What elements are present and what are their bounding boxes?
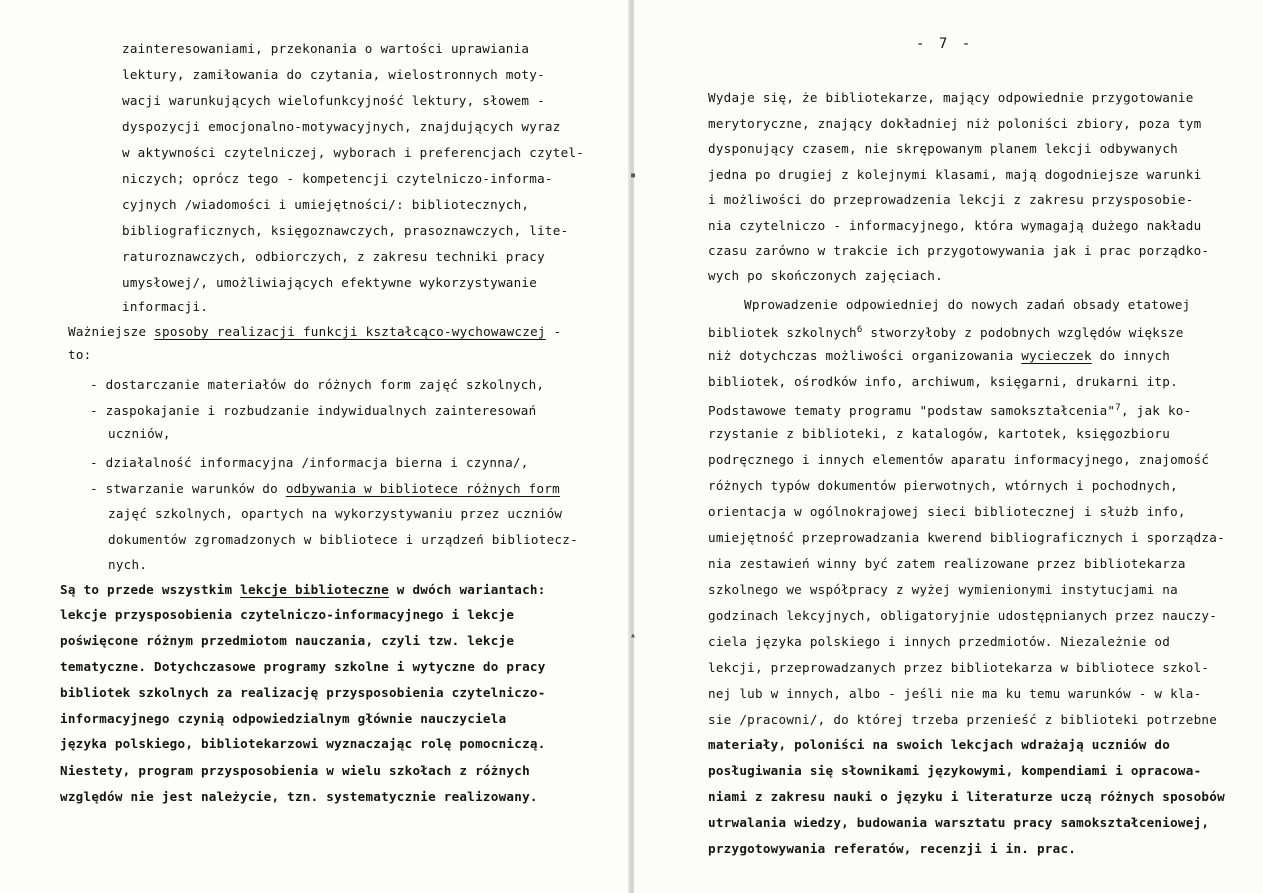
text-line: cyjnych /wiadomości i umiejętności/: bibliotecznych, [122, 197, 530, 212]
text-line: w aktywności czytelniczej, wyborach i preferencjach czytel- [122, 145, 585, 160]
text-line: względów nie jest należycie, tzn. systematycznie realizowany. [60, 789, 538, 804]
text-line: - działalność informacyjna /informacja bierna i czynna/, [90, 455, 529, 470]
text-line: bibliotek szkolnych za realizację przysposobienia czytelniczo- [60, 685, 546, 700]
text-line: informacyjnego czynią odpowiedzialnym głównie nauczyciela [60, 711, 507, 726]
text-line: Niestety, program przysposobienia w wielu szkołach z różnych [60, 763, 530, 778]
line-segment: stworzyłoby z podobnych względów większe [862, 325, 1184, 341]
line-segment: Ważniejsze [68, 324, 155, 339]
line-segment: Są to przede wszystkim [60, 582, 241, 597]
text-line: - dostarczanie materiałów do różnych form zajęć szkolnych, [90, 377, 545, 392]
text-line: dyspozycji emocjonalno-motywacyjnych, znajdujących wyraz [122, 119, 561, 134]
text-line: umiejętność przeprowadzania kwerend bibliograficznych i sporządza- [708, 530, 1225, 545]
text-line: nej lub w innych, albo - jeśli nie ma ku temu warunków - w kla- [708, 686, 1202, 701]
text-line: dokumentów zgromadzonych w bibliotece i urządzeń bibliotecz- [108, 532, 578, 547]
text-line: nia zestawień winny być zatem realizowane przez bibliotekarza [708, 556, 1186, 571]
text-line [708, 400, 1191, 419]
line-segment: Podstawowe tematy programu "podstaw samokształcenia" [708, 403, 1116, 419]
text-line: zajęć szkolnych, opartych na wykorzystywaniu przez uczniów [108, 506, 563, 521]
text-line: - zaspokajanie i rozbudzanie indywidualnych zainteresowań [90, 403, 537, 418]
text-line [708, 322, 1184, 341]
line-segment: - [545, 324, 562, 339]
scan-mark: ▪ [630, 170, 637, 181]
right-page [634, 0, 1263, 893]
line-segment: do innych [1091, 348, 1171, 363]
text-line: wych po skończonych zajęciach. [708, 268, 943, 283]
text-line: niczych; oprócz tego - kompetencji czytelniczo-informa- [122, 171, 553, 186]
text-line: uczniów, [108, 426, 171, 441]
text-line: utrwalania wiedzy, budowania warsztatu pracy samokształceniowej, [708, 815, 1210, 830]
text-line: szkolnego we współpracy z wyżej wymienionymi instytucjami na [708, 582, 1178, 597]
text-line [68, 324, 561, 340]
text-line: zainteresowaniami, przekonania o wartości uprawiania [122, 41, 530, 56]
text-line: Wprowadzenie odpowiedniej do nowych zadań obsady etatowej [744, 297, 1191, 312]
text-line [90, 481, 560, 497]
text-line: tematyczne. Dotychczasowe programy szkolne i wytyczne do pracy [60, 659, 546, 674]
footnote-ref: 6 [856, 325, 863, 335]
text-line: sie /pracowni/, do której trzeba przenieść z biblioteki potrzebne [708, 712, 1218, 727]
text-line: nia czytelniczo - informacyjnego, która wymagają dużego nakładu [708, 218, 1202, 233]
line-segment: niż dotychczas możliwości organizowania [708, 348, 1022, 363]
text-line [60, 582, 546, 598]
text-line: różnych typów dokumentów pierwotnych, wtórnych i pochodnych, [708, 478, 1178, 493]
text-line: Wydaje się, że bibliotekarze, mający odpowiednie przygotowanie [708, 90, 1194, 105]
text-line: bibliotek, ośrodków info, archiwum, księgarni, drukarni itp. [708, 374, 1178, 389]
text-line: i możliwości do przeprowadzenia lekcji z zakresu przysposobie- [708, 192, 1194, 207]
text-line: to: [68, 347, 92, 362]
line-segment: bibliotek szkolnych [708, 325, 857, 341]
text-line: ciela języka polskiego i innych przedmiotów. Niezależnie od [708, 634, 1171, 649]
page-number: - 7 - [916, 36, 974, 52]
underlined-phrase: odbywania w bibliotece różnych form [285, 481, 560, 496]
text-line: podręcznego i innych elementów aparatu informacyjnego, znajomość [708, 452, 1210, 467]
text-line: poświęcone różnym przedmiotom nauczania, czyli tzw. lekcje [60, 633, 515, 648]
text-line: języka polskiego, bibliotekarzowi wyznaczając rolę pomocniczą. [60, 736, 546, 751]
text-line: niami z zakresu nauki o języku i literaturze uczą różnych sposobów [708, 789, 1225, 804]
scan-mark: ▴ [630, 630, 637, 641]
text-line: bibliograficznych, księgoznawczych, prasoznawczych, lite- [122, 223, 569, 238]
text-line: nych. [108, 557, 148, 572]
text-line: godzinach lekcyjnych, obligatoryjnie udostępnianych przez nauczy- [708, 608, 1218, 623]
underlined-phrase: lekcje biblioteczne [240, 582, 389, 597]
underlined-phrase: sposoby realizacji funkcji kształcąco-wychowawczej [154, 324, 546, 339]
line-segment: , jak ko- [1120, 403, 1192, 419]
text-line: lektury, zamiłowania do czytania, wielostronnych moty- [122, 67, 545, 82]
text-line: jedna po drugiej z kolejnymi klasami, mają dogodniejsze warunki [708, 167, 1202, 182]
text-line: raturoznawczych, odbiorczych, z zakresu techniki pracy [122, 249, 545, 264]
text-line: wacji warunkujących wielofunkcyjność lektury, słowem - [122, 93, 545, 108]
text-line [708, 348, 1170, 364]
text-line: merytoryczne, znający dokładniej niż poloniści zbiory, poza tym [708, 116, 1202, 131]
line-segment: w dwóch wariantach: [388, 582, 546, 597]
underlined-phrase: wycieczek [1021, 348, 1092, 363]
text-line: czasu zarówno w trakcie ich przygotowywania jak i prac porządko- [708, 243, 1210, 258]
left-page [0, 0, 630, 893]
line-segment: - stwarzanie warunków do [90, 481, 286, 496]
text-line: informacji. [122, 299, 209, 314]
footnote-ref: 7 [1115, 403, 1121, 413]
text-line: dysponujący czasem, nie skrępowanym planem lekcji odbywanych [708, 141, 1178, 156]
text-line: materiały, poloniści na swoich lekcjach wdrażają uczniów do [708, 737, 1171, 752]
text-line: lekcje przysposobienia czytelniczo-informacyjnego i lekcje [60, 607, 515, 622]
text-line: przygotowywania referatów, recenzji i in. prac. [708, 841, 1077, 856]
text-line: umysłowej/, umożliwiających efektywne wykorzystywanie [122, 275, 538, 290]
text-line: rzystanie z biblioteki, z katalogów, kartotek, księgozbioru [708, 426, 1171, 441]
text-line: lekcji, przeprowadzanych przez bibliotekarza w bibliotece szkol- [708, 660, 1210, 675]
text-line: posługiwania się słownikami językowymi, kompendiami i opracowa- [708, 763, 1202, 778]
text-line: orientacja w ogólnokrajowej sieci bibliotecznej i służb info, [708, 504, 1186, 519]
